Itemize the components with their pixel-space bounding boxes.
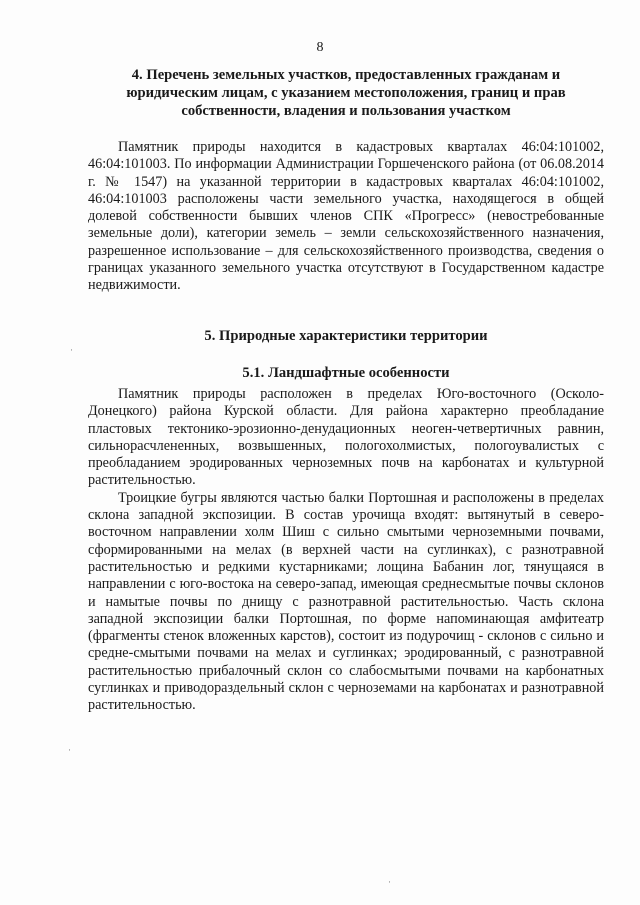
section-4-body — [88, 139, 604, 295]
section-5-1-paragraph-1: Памятник природы расположен в пределах Юго-восточного (Осколо-Донецкого) района Курской области. Для района характерно преобладание пластовых тектонико-эрозионно-денудационных неоген-четвертичных равнин, сильнорасчлененных, возвышенных, пологохолмистых, пологоувалистых с преобладанием эродированных черноземных почв на карбонатах и культурной растительностью. — [88, 386, 604, 489]
section-5-heading: 5. Природные характеристики территории — [204, 328, 488, 344]
page-number: 8 — [316, 40, 324, 55]
section-5-1-paragraph-2: Троицкие бугры являются частью балки Портошная и расположены в пределах склона западной экспозиции. В состав урочища входят: вытянутый в северо-восточном направлении холм Шиш с сильно смытыми черноземными почвами, сформированными на мелах (в верхней части на суглинках), с разнотравной растительностью и редкими кустарниками; лощина Бабанин лог, тянущаяся в направлении с юго-востока на северо-запад, имеющая среднесмытые почвы склонов и намытые почвы по днищу с разнотравной растительностью. Часть склона западной экспозиции балки Портошная, по форме напоминающая амфитеатр (фрагменты стенок вложенных карстов), состоит из подурочищ - склонов с сильно и средне-смытыми почвами на мелах и суглинках; эродированный, с разнотравной растительностью прибалочный склон со слабосмытыми почвами на карбонатных суглинках и приводораздельный склон с черноземами на карбонатах и разнотравной растительностью. — [88, 489, 604, 714]
section-5-1-heading: 5.1. Ландшафтные особенности — [242, 365, 450, 381]
scan-speck: · — [70, 345, 73, 355]
scan-speck: · — [388, 877, 391, 887]
scan-speck: · — [68, 745, 71, 755]
section-4-paragraph: Памятник природы находится в кадастровых кварталах 46:04:101002, 46:04:101003. По информации Администрации Горшеченского района (от 06.08.2014 г. № 1547) на указанной территории в кадастровых кварталах 46:04:101002, 46:04:101003 расположены части земельного участка, находящегося в общей долевой собственности бывших членов СПК «Прогресс» (невостребованные земельные доли), категории земель – земли сельскохозяйственного назначения, разрешенное использование – для сельскохозяйственного производства, сведения о границах указанного земельного участка отсутствуют в Государственном кадастре недвижимости. — [88, 139, 604, 294]
section-5-1-body — [88, 386, 604, 715]
section-4-heading: 4. Перечень земельных участков, предоставленных гражданам и юридическим лицам, с указанием местоположения, границ и прав собственности, владения и пользования участком — [126, 67, 566, 119]
